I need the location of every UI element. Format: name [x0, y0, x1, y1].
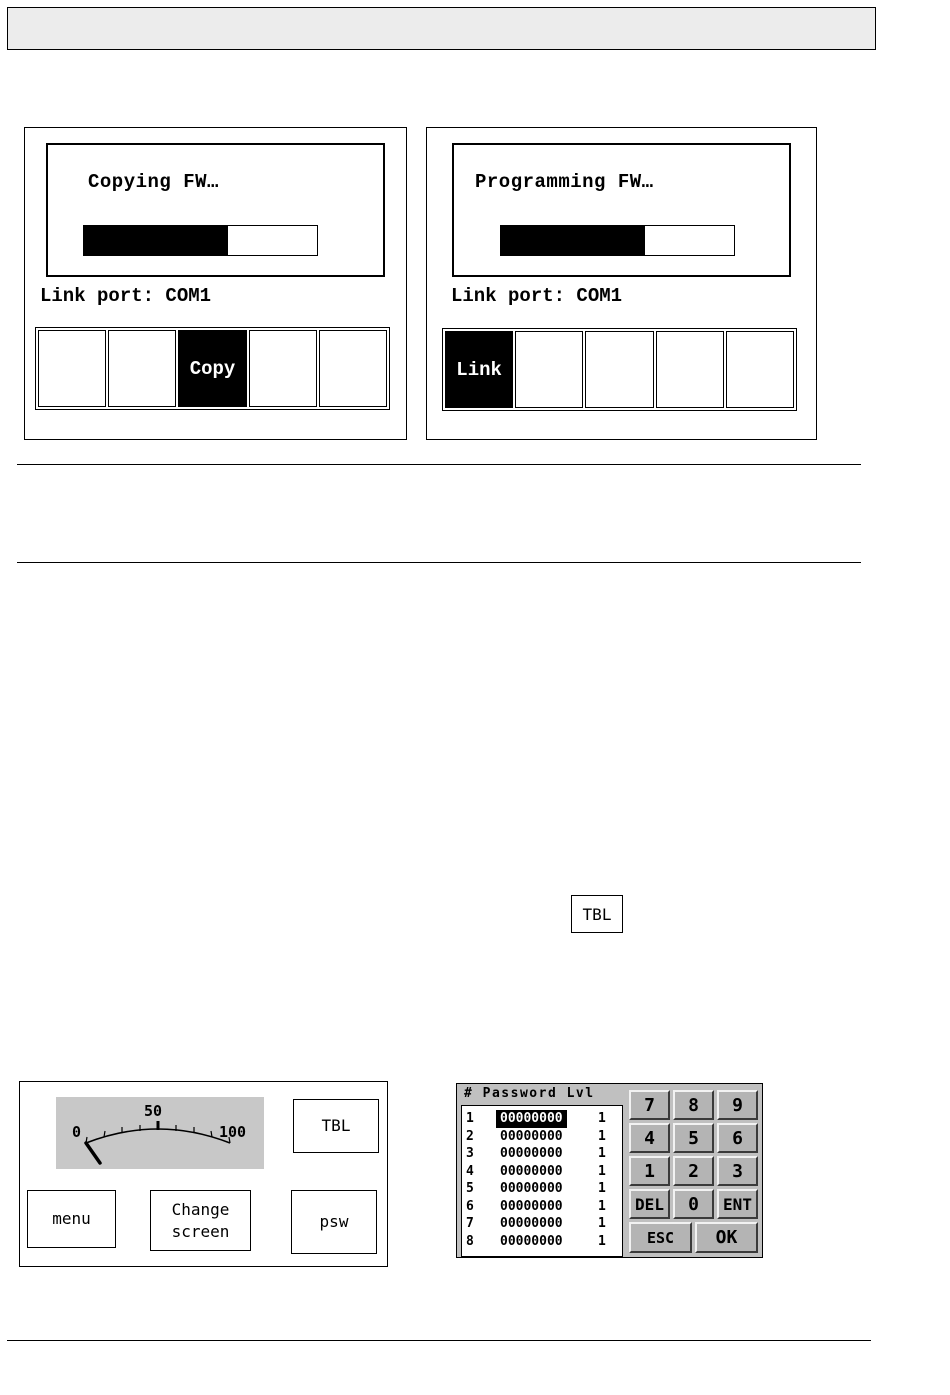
program-fw-link-port: Link port: COM1 — [451, 285, 623, 307]
gauge-widget — [56, 1097, 264, 1169]
keypad-1-button[interactable]: 1 — [629, 1156, 670, 1186]
gauge-label-mid: 50 — [144, 1102, 163, 1120]
gauge-ticks — [86, 1121, 230, 1143]
copy-fw-progress-bar — [83, 225, 318, 256]
change-screen-line1: Change — [171, 1199, 230, 1219]
password-row[interactable]: 8 00000000 1 — [466, 1233, 606, 1249]
gauge-needle — [86, 1143, 100, 1163]
change-screen-button[interactable] — [150, 1190, 251, 1251]
program-fw-progress-fill — [501, 226, 645, 255]
tbl-icon: TBL — [571, 895, 623, 933]
copy-button[interactable]: Copy — [178, 330, 246, 407]
password-rows — [462, 1110, 622, 1250]
copy-fw-link-port: Link port: COM1 — [40, 285, 212, 307]
password-row[interactable]: 4 00000000 1 — [466, 1163, 606, 1179]
password-header: # Password Lvl — [464, 1086, 595, 1101]
keypad-6-button[interactable]: 6 — [717, 1123, 758, 1153]
password-value-selected: 00000000 — [496, 1110, 567, 1128]
keypad-5-button[interactable]: 5 — [673, 1123, 714, 1153]
gauge-meter — [56, 1097, 264, 1169]
divider-middle — [17, 562, 861, 563]
program-fw-function-keys — [442, 328, 797, 411]
keypad-ok-button[interactable]: OK — [695, 1222, 758, 1253]
keypad-4-button[interactable]: 4 — [629, 1123, 670, 1153]
password-list — [461, 1105, 623, 1257]
copy-fkey-4[interactable] — [249, 330, 317, 407]
gauge-label-min: 0 — [72, 1123, 82, 1141]
copy-fw-screen — [24, 127, 407, 440]
program-fw-dialog — [452, 143, 791, 277]
menu-button[interactable]: menu — [27, 1190, 116, 1248]
program-fw-progress-bar — [500, 225, 735, 256]
password-row[interactable]: 1 00000000 1 — [466, 1111, 606, 1126]
tbl-button[interactable]: TBL — [293, 1099, 379, 1153]
keypad-9-button[interactable]: 9 — [717, 1090, 758, 1120]
copy-fw-dialog — [46, 143, 385, 277]
gauge-label-max: 100 — [219, 1123, 247, 1141]
copy-fkey-5[interactable] — [319, 330, 387, 407]
gauge-screen — [19, 1081, 388, 1267]
password-screen — [456, 1083, 763, 1258]
keypad-2-button[interactable]: 2 — [673, 1156, 714, 1186]
program-fkey-5[interactable] — [726, 331, 794, 408]
program-fw-dialog-text: Programming FW… — [475, 171, 654, 193]
keypad-8-button[interactable]: 8 — [673, 1090, 714, 1120]
copy-fkey-2[interactable] — [108, 330, 176, 407]
program-fkey-3[interactable] — [585, 331, 653, 408]
psw-button[interactable]: psw — [291, 1190, 377, 1254]
gauge-arc — [86, 1129, 230, 1143]
keypad-del-button[interactable]: DEL — [629, 1189, 670, 1219]
password-row[interactable]: 2 00000000 1 — [466, 1128, 606, 1144]
password-row[interactable]: 5 00000000 1 — [466, 1181, 606, 1196]
footer-divider — [7, 1340, 871, 1341]
password-row[interactable]: 7 00000000 1 — [466, 1216, 606, 1231]
change-screen-line2: screen — [171, 1221, 230, 1241]
copy-fw-progress-fill — [84, 226, 228, 255]
program-fw-screen — [426, 127, 817, 440]
divider-top — [17, 464, 861, 465]
keypad-0-button[interactable]: 0 — [673, 1189, 714, 1219]
password-row[interactable]: 3 00000000 1 — [466, 1146, 606, 1161]
keypad-7-button[interactable]: 7 — [629, 1090, 670, 1120]
password-row[interactable]: 6 00000000 1 — [466, 1198, 606, 1214]
program-fkey-2[interactable] — [515, 331, 583, 408]
keypad-ent-button[interactable]: ENT — [717, 1189, 758, 1219]
keypad-3-button[interactable]: 3 — [717, 1156, 758, 1186]
program-fkey-4[interactable] — [656, 331, 724, 408]
link-button[interactable]: Link — [445, 331, 513, 408]
copy-fkey-1[interactable] — [38, 330, 106, 407]
page-header-bar — [7, 7, 876, 50]
keypad-esc-button[interactable]: ESC — [629, 1222, 692, 1253]
copy-fw-function-keys — [35, 327, 390, 410]
copy-fw-dialog-text: Copying FW… — [88, 171, 219, 193]
